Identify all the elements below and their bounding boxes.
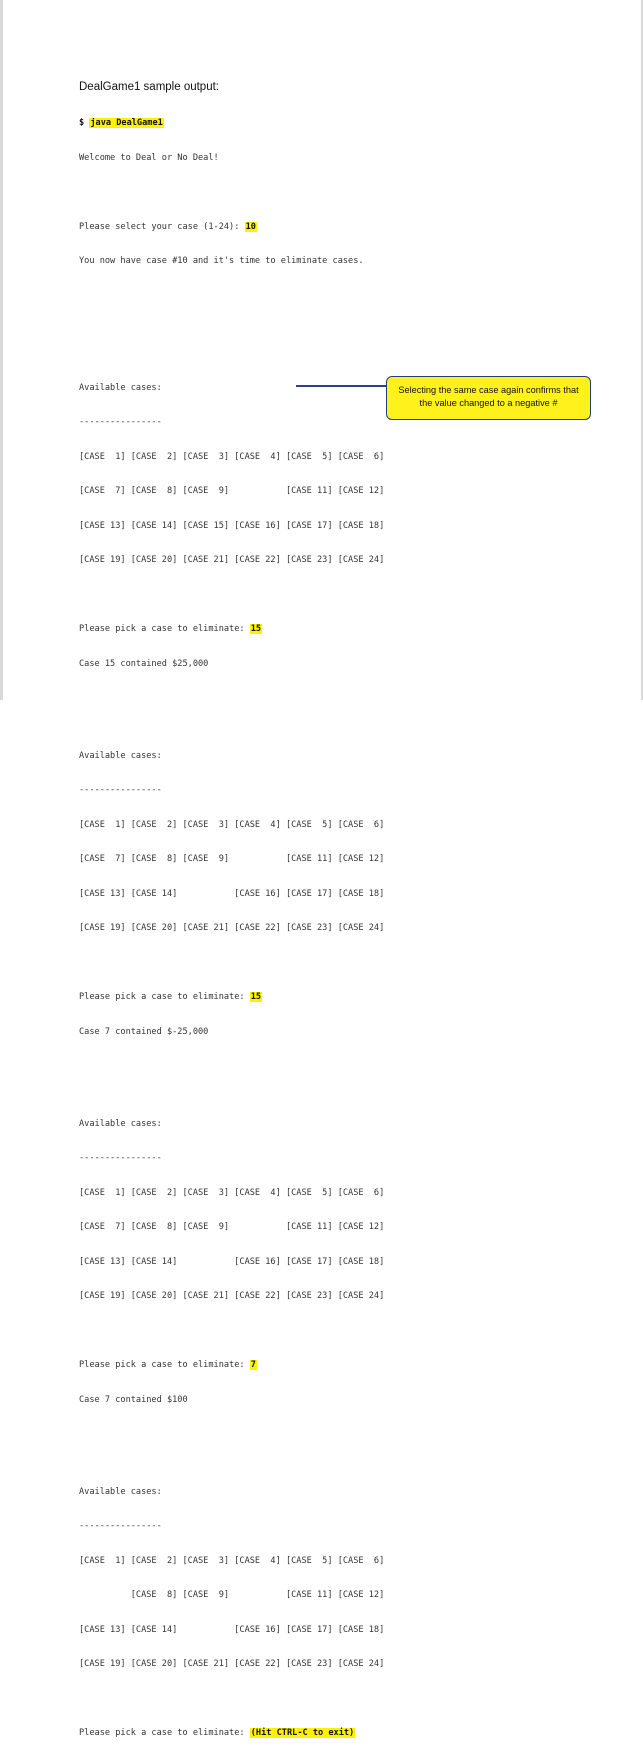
- case-row: [CASE 8] [CASE 9] [CASE 11] [CASE 12]: [79, 1590, 385, 1600]
- divider-dashes: ----------------: [79, 1153, 162, 1163]
- pick-line: [79, 992, 619, 1004]
- pick-prompt: Please pick a case to eliminate:: [79, 992, 250, 1002]
- case-row: [CASE 1] [CASE 2] [CASE 3] [CASE 4] [CASE 5] [CASE 6]: [79, 1187, 385, 1198]
- exit-hint: (Hit CTRL-C to exit): [250, 1728, 355, 1738]
- command-text: java DealGame1: [90, 118, 163, 128]
- pick-prompt: Please pick a case to eliminate:: [79, 1360, 250, 1370]
- case-row: [CASE 1] [CASE 2] [CASE 3] [CASE 4] [CASE 5] [CASE 6]: [79, 1555, 385, 1566]
- result-line: Case 7 contained $100: [79, 1394, 188, 1405]
- case-row: [CASE 13] [CASE 14] [CASE 16] [CASE 17] [CASE 18]: [79, 888, 385, 899]
- divider-dashes: ----------------: [79, 1521, 162, 1531]
- spacer: [79, 1694, 619, 1706]
- spacer: [79, 291, 619, 303]
- have-case-line: You now have case #10 and it's time to eliminate cases.: [79, 256, 364, 266]
- pick-prompt: Please pick a case to eliminate:: [79, 1728, 250, 1738]
- welcome-line: Welcome to Deal or No Deal!: [79, 152, 219, 163]
- case-row: [CASE 13] [CASE 14] [CASE 16] [CASE 17] [CASE 18]: [79, 1256, 385, 1267]
- available-label: Available cases:: [79, 1486, 162, 1497]
- left-border: [0, 0, 3, 700]
- pick-value: 15: [250, 992, 262, 1002]
- spacer: [79, 693, 619, 705]
- pick-line: [79, 624, 619, 636]
- case-row: [CASE 19] [CASE 20] [CASE 21] [CASE 22] [CASE 23] [CASE 24]: [79, 555, 385, 565]
- divider-dashes: ----------------: [79, 417, 162, 427]
- case-row: [CASE 7] [CASE 8] [CASE 9] [CASE 11] [CASE 12]: [79, 854, 385, 864]
- pick-value: 7: [250, 1360, 256, 1370]
- case-row: [CASE 19] [CASE 20] [CASE 21] [CASE 22] [CASE 23] [CASE 24]: [79, 1291, 385, 1301]
- command-prompt: $: [79, 118, 90, 128]
- case-row: [CASE 1] [CASE 2] [CASE 3] [CASE 4] [CASE 5] [CASE 6]: [79, 819, 385, 830]
- callout-connector-line: [296, 385, 388, 387]
- sample-output-document: [79, 80, 619, 1763]
- spacer: [79, 325, 619, 337]
- spacer: [79, 1429, 619, 1441]
- case-row: [CASE 19] [CASE 20] [CASE 21] [CASE 22] [CASE 23] [CASE 24]: [79, 1659, 385, 1669]
- spacer: [79, 1061, 619, 1073]
- select-value: 10: [245, 221, 256, 232]
- console-output: [79, 95, 619, 1763]
- case-row: [CASE 7] [CASE 8] [CASE 9] [CASE 11] [CASE 12]: [79, 486, 385, 496]
- case-row: [CASE 13] [CASE 14] [CASE 16] [CASE 17] [CASE 18]: [79, 1624, 385, 1635]
- available-label: Available cases:: [79, 382, 162, 393]
- pick-line: [79, 1360, 619, 1372]
- spacer: [79, 590, 619, 602]
- callout-note: Selecting the same case again confirms that the value changed to a negative #: [386, 376, 591, 420]
- case-row: [CASE 1] [CASE 2] [CASE 3] [CASE 4] [CASE 5] [CASE 6]: [79, 451, 385, 462]
- document-title: DealGame1 sample output:: [79, 81, 219, 93]
- pick-prompt: Please pick a case to eliminate:: [79, 624, 250, 634]
- case-row: [CASE 13] [CASE 14] [CASE 15] [CASE 16] [CASE 17] [CASE 18]: [79, 520, 385, 531]
- spacer: [79, 958, 619, 970]
- spacer: [79, 1326, 619, 1338]
- result-line: Case 7 contained $-25,000: [79, 1026, 209, 1037]
- command-line: [79, 118, 619, 130]
- result-line: Case 15 contained $25,000: [79, 658, 209, 669]
- available-label: Available cases:: [79, 1118, 162, 1129]
- select-line: [79, 222, 619, 234]
- case-row: [CASE 19] [CASE 20] [CASE 21] [CASE 22] [CASE 23] [CASE 24]: [79, 923, 385, 933]
- case-row: [CASE 7] [CASE 8] [CASE 9] [CASE 11] [CASE 12]: [79, 1222, 385, 1232]
- divider-dashes: ----------------: [79, 785, 162, 795]
- available-label: Available cases:: [79, 750, 162, 761]
- select-prompt: Please select your case (1-24):: [79, 221, 245, 232]
- pick-line: [79, 1728, 619, 1740]
- spacer: [79, 187, 619, 199]
- pick-value: 15: [250, 624, 262, 634]
